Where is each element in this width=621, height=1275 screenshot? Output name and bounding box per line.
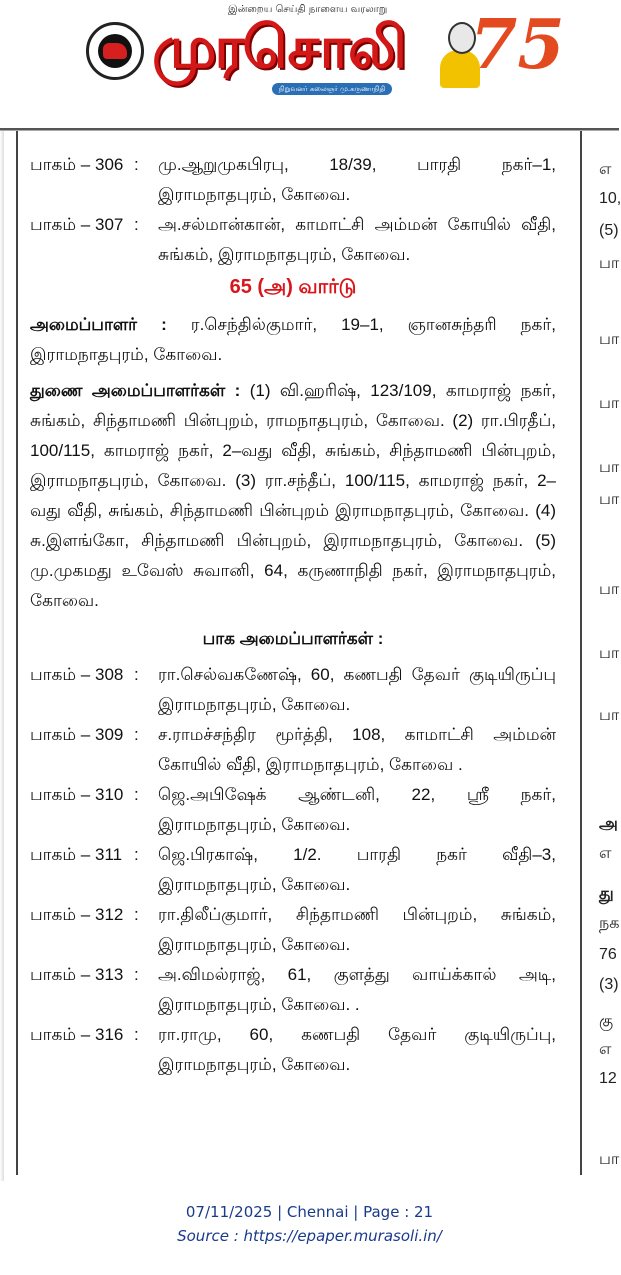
entry-label: பாகம் – 313: [30, 965, 124, 984]
entry-label: பாகம் – 310: [30, 785, 124, 804]
adjacent-column: [597, 150, 619, 1175]
entry-colon: :: [134, 845, 139, 864]
entry-text: ச.ராமச்சந்திர மூர்த்தி, 108, காமாட்சி அம்மன் கோயில் வீதி, இராமநாதபுரம், கோவை .: [158, 725, 556, 774]
clipped-text-fragment: 76: [599, 946, 617, 963]
entry-label: பாகம் – 312: [30, 905, 124, 924]
clipped-text-fragment: கு: [599, 1013, 614, 1030]
clipped-text-fragment: பா: [599, 255, 620, 272]
page-footer: [0, 1200, 619, 1248]
article-column: [30, 150, 556, 1175]
list-item: [30, 960, 556, 1020]
entry-text: அ.சல்மான்கான், காமாட்சி அம்மன் கோயில் வீதி, சுங்கம், இராமநாதபுரம், கோவை.: [158, 215, 556, 264]
clipped-text-fragment: பா: [599, 491, 620, 508]
clipped-text-fragment: பா: [599, 707, 620, 724]
clipped-text-fragment: பா: [599, 581, 620, 598]
clipped-text-fragment: பா: [599, 1151, 620, 1168]
entry-text: ஜெ.பிரகாஷ், 1/2. பாரதி நகர் வீதி–3, இராமநாதபுரம், கோவை.: [158, 845, 556, 894]
clipped-text-fragment: எ: [599, 1041, 612, 1058]
clipped-text-fragment: பா: [599, 395, 620, 412]
ward-title: 65 (அ) வார்டு: [229, 276, 357, 298]
entries-list: [30, 660, 556, 1080]
column-divider-left: [16, 131, 18, 1175]
page-edge: [0, 131, 4, 1181]
entry-text: அ.விமல்ராஜ், 61, குளத்து வாய்க்கால் அடி, இராமநாதபுரம், கோவை. .: [158, 965, 556, 1014]
entry-colon: :: [134, 725, 139, 744]
entry-colon: :: [134, 215, 139, 234]
list-item: [30, 720, 556, 780]
organizer-paragraph: [30, 310, 556, 370]
masthead: [0, 0, 619, 120]
clipped-text-fragment: எ: [599, 161, 612, 178]
organizer-label: அமைப்பாளர் :: [30, 315, 167, 334]
list-item: [30, 780, 556, 840]
entries-top: [30, 150, 556, 270]
footer-date-line: 07/11/2025 | Chennai | Page : 21: [185, 1203, 434, 1221]
header-divider-thin: [0, 130, 619, 131]
clipped-text-fragment: அ: [599, 814, 618, 833]
clipped-text-fragment: பா: [599, 459, 620, 476]
list-item: [30, 210, 556, 270]
entry-label: பாகம் – 316: [30, 1025, 124, 1044]
entry-colon: :: [134, 905, 139, 924]
entry-text: ரா.ராமு, 60, கணபதி தேவர் குடியிருப்பு, இராமநாதபுரம், கோவை.: [158, 1025, 556, 1074]
clipped-text-fragment: (5): [599, 222, 619, 239]
organizer-text: ர.செந்தில்குமார், 19–1, ஞானசுந்தரி நகர், இராமநாதபுரம், கோவை.: [30, 315, 557, 364]
deputy-paragraph: [30, 376, 556, 616]
entry-colon: :: [134, 965, 139, 984]
clipped-text-fragment: 10,: [599, 190, 621, 207]
entry-label: பாகம் – 308: [30, 665, 124, 684]
entry-colon: :: [134, 155, 139, 174]
entry-label: பாகம் – 306: [30, 155, 124, 174]
clipped-text-fragment: பா: [599, 645, 620, 662]
list-item: [30, 840, 556, 900]
list-item: [30, 660, 556, 720]
entry-label: பாகம் – 307: [30, 215, 124, 234]
entry-label: பாகம் – 311: [30, 845, 123, 864]
entry-text: ரா.செல்வகணேஷ், 60, கணபதி தேவர் குடியிருப்பு இராமநாதபுரம், கோவை.: [158, 665, 556, 714]
clipped-text-fragment: பா: [599, 331, 620, 348]
clipped-text-fragment: 12: [599, 1070, 617, 1087]
entry-text: ரா.திலீப்குமார், சிந்தாமணி பின்புறம், சுங்கம், இராமநாதபுரம், கோவை.: [158, 905, 556, 954]
entry-text: ஜெ.அபிஷேக் ஆண்டனி, 22, ஸ்ரீ நகர், இராமநாதபுரம், கோவை.: [158, 785, 556, 834]
deputy-text: (1) வி.ஹரிஷ், 123/109, காமராஜ் நகர், சுங்கம், சிந்தாமணி பின்புறம், ராமநாதபுரம், கோவை. (2) ரா.பிரதீப், 100/115, காமராஜ் நகர், 2–வது வீதி, சுங்கம், சிந்தாமணி பின்புறம், இராமநாதபுரம், கோவை. (3) ரா.சந்தீப், 100/115, காமராஜ் நகர், 2–வது வீதி, சுங்கம், சிந்தாமணி பின்புறம் இராமநாதபுரம், கோவை. (4) சு.இளங்கோ, சிந்தாமணி பின்புறம், இராமநாதபுரம், கோவை. (5) மு.முகமது உவேஸ் சுவானி, 64, கருணாநிதி நகர், இராமநாதபுரம், கோவை.: [30, 381, 556, 610]
list-item: [30, 900, 556, 960]
clipped-text-fragment: து: [599, 884, 614, 903]
clipped-text-fragment: எ: [599, 845, 612, 862]
deputy-label: துணை அமைப்பாளர்கள் :: [30, 381, 241, 400]
entry-text: மு.ஆறுமுகபிரபு, 18/39, பாரதி நகர்–1, இராமநாதபுரம், கோவை.: [158, 155, 556, 204]
footer-source-link[interactable]: Source : https://epaper.murasoli.in/: [177, 1227, 442, 1245]
entry-colon: :: [134, 665, 139, 684]
newspaper-logo: முரசொலி: [152, 13, 405, 81]
list-item: [30, 150, 556, 210]
list-item: [30, 1020, 556, 1080]
entry-label: பாகம் – 309: [30, 725, 124, 744]
clipped-text-fragment: (3): [599, 976, 619, 993]
clipped-text-fragment: நக: [599, 915, 620, 932]
entry-colon: :: [134, 785, 139, 804]
entry-colon: :: [134, 1025, 139, 1044]
anniversary-badge: 75: [470, 5, 565, 85]
party-emblem-icon: [86, 22, 144, 80]
logo-subtitle: நிறுவனர் கலைஞர் மு.கருணாநிதி: [272, 83, 392, 95]
section-title: பாக அமைப்பாளர்கள் :: [202, 629, 384, 648]
column-divider-right: [580, 131, 582, 1175]
masthead-tagline: இன்றைய செய்தி நாளைய வரலாறு: [228, 4, 388, 15]
